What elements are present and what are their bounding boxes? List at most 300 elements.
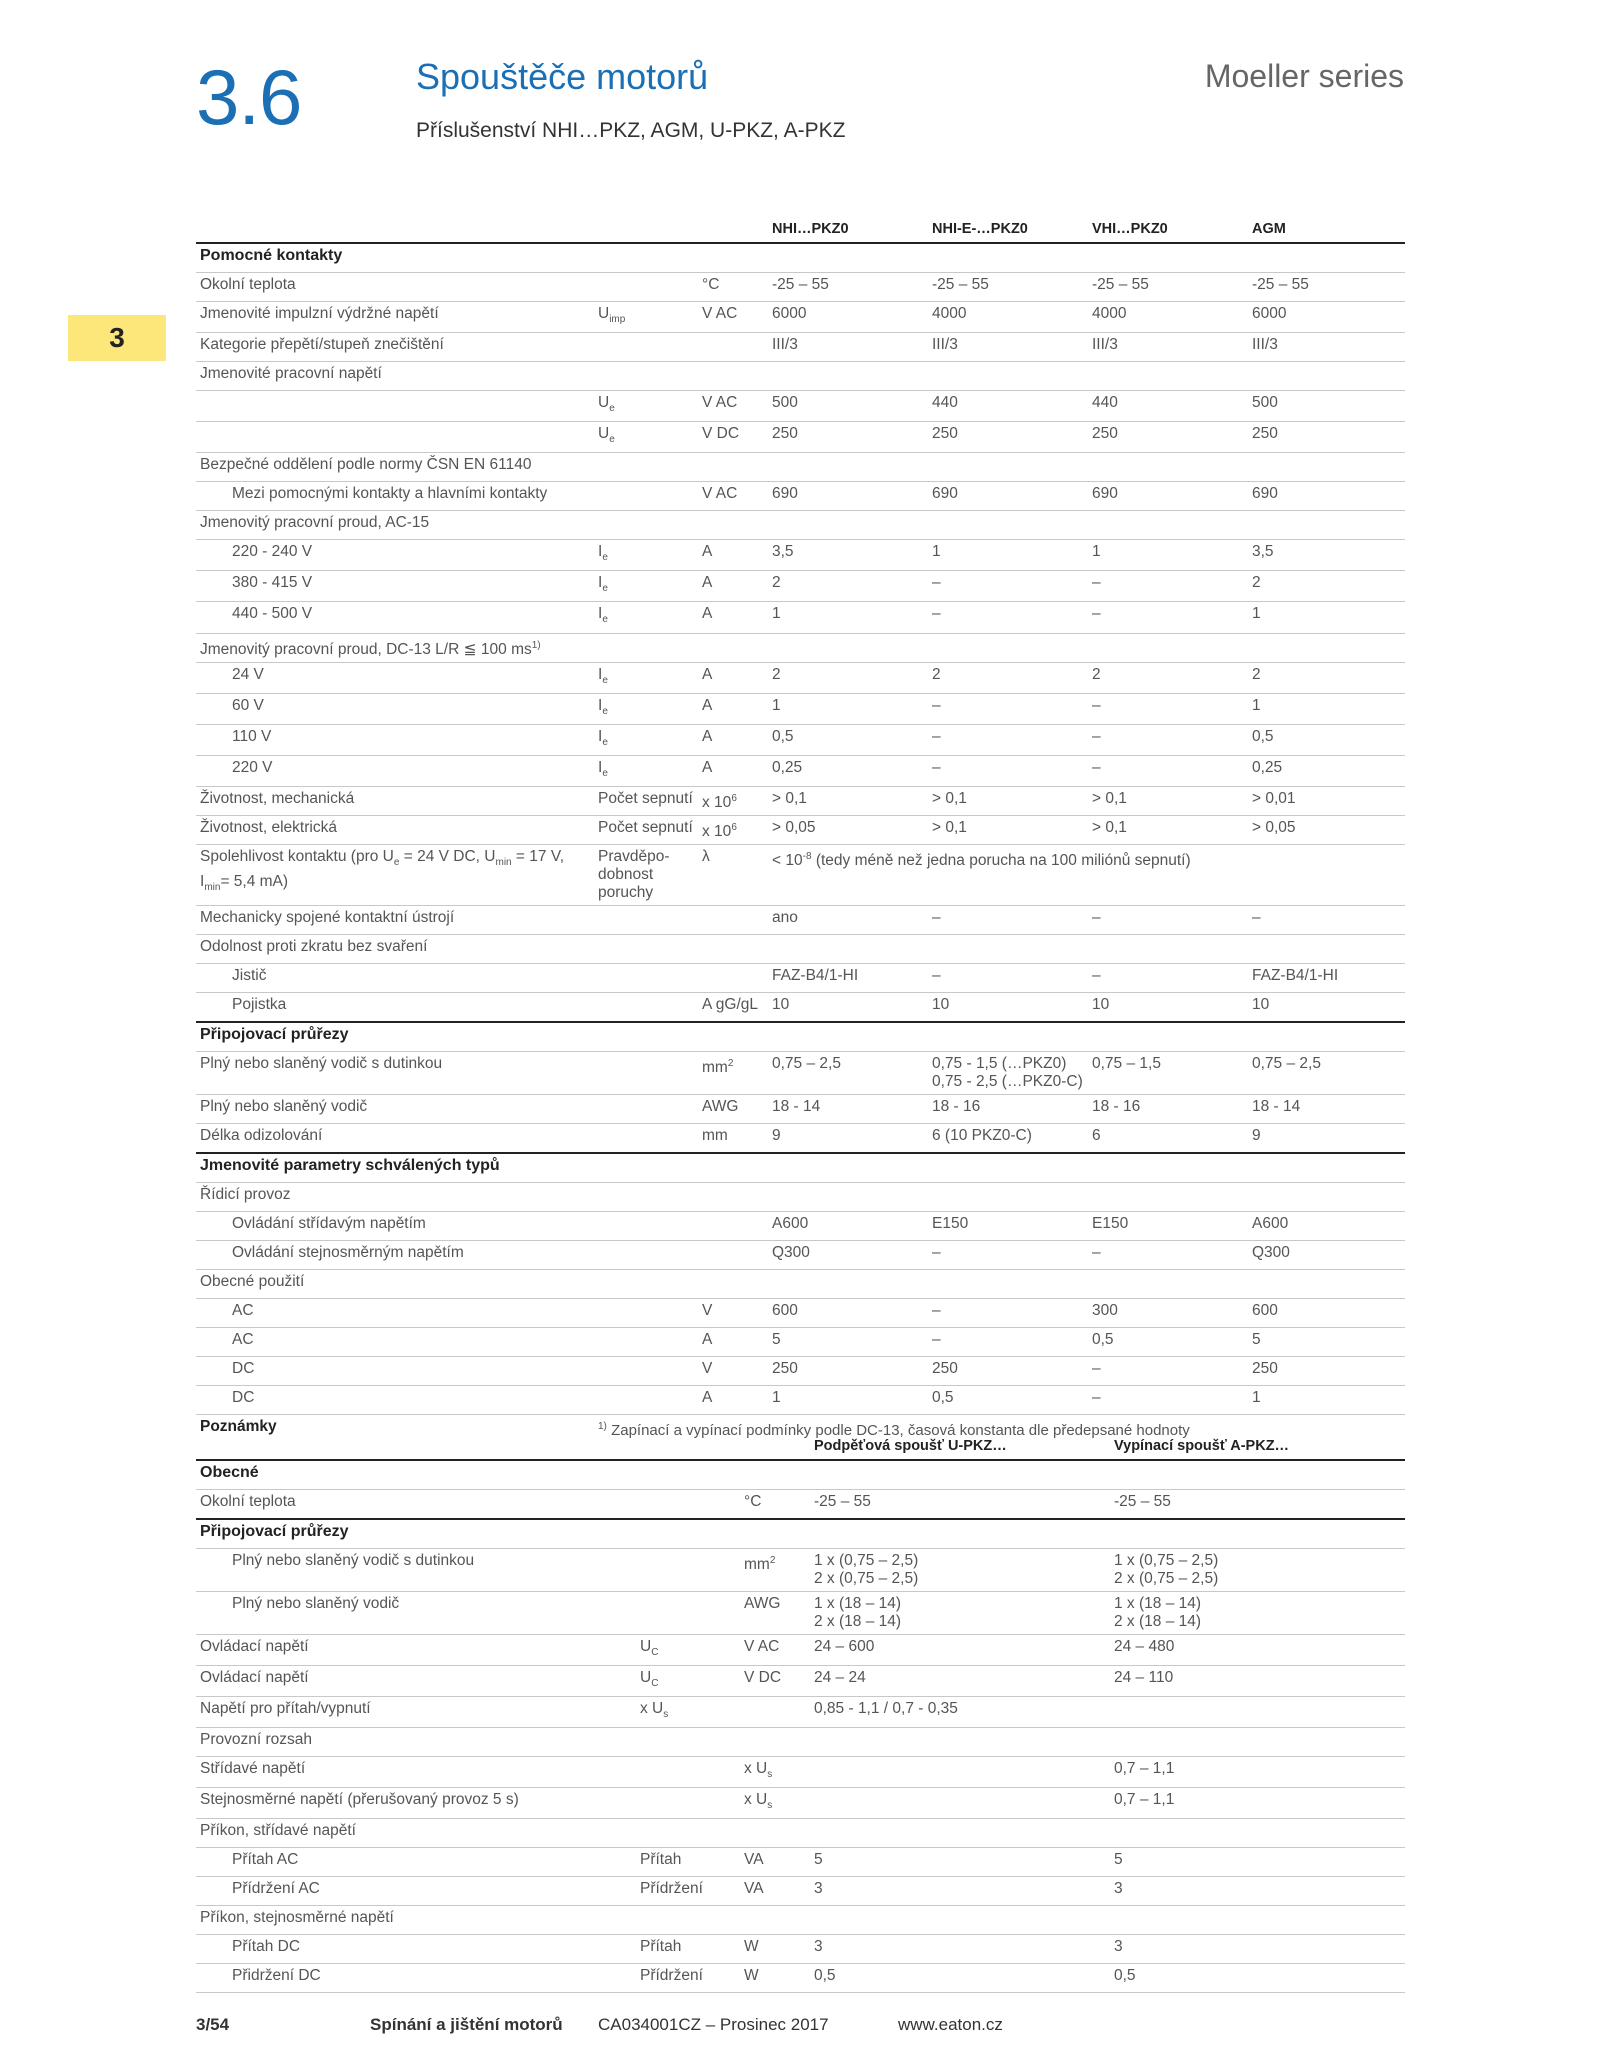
- cell-text: Jmenovité impulzní výdržné napětí: [200, 305, 439, 322]
- row-label: [196, 1241, 594, 1270]
- unit-cell: [698, 906, 768, 935]
- value-cell: Q300: [768, 1241, 928, 1270]
- symbol-cell: [594, 273, 698, 302]
- cell-text: A gG/gL: [702, 996, 759, 1014]
- value-cell: 600: [1248, 1299, 1405, 1328]
- unit-cell: [698, 693, 768, 724]
- cell-text: Mechanicky spojené kontaktní ústrojí: [200, 909, 455, 927]
- table-row: [196, 1788, 1405, 1819]
- row-label: [196, 845, 594, 906]
- value-cell: 250: [928, 1357, 1088, 1386]
- cell-text: AWG: [702, 1098, 739, 1116]
- unit-cell: λ: [698, 845, 768, 906]
- value-cell: –: [928, 1299, 1088, 1328]
- value-cell: [768, 845, 1405, 906]
- value-cell: III/3: [768, 333, 928, 362]
- subscript: e: [602, 768, 608, 780]
- unit-cell: [740, 1906, 810, 1935]
- cell-text: V AC: [702, 485, 738, 503]
- unit-cell: [740, 1788, 810, 1819]
- value-cell: [1110, 1728, 1405, 1757]
- value-cell: E150: [1088, 1212, 1248, 1241]
- cell-text: Provozní rozsah: [200, 1731, 312, 1749]
- table-row: [196, 1299, 1405, 1328]
- value-cell: 300: [1088, 1299, 1248, 1328]
- cell-text: Přídržení AC: [232, 1880, 320, 1898]
- row-label: [196, 906, 594, 935]
- value-cell: 6000: [1248, 302, 1405, 333]
- value-cell: 250: [1248, 1357, 1405, 1386]
- cell-text: I: [598, 605, 603, 623]
- subscript: min: [495, 857, 512, 869]
- symbol-cell: [636, 1788, 740, 1819]
- row-label: [196, 540, 594, 571]
- cell-text: Ovládání stejnosměrným napětím: [232, 1244, 464, 1262]
- symbol-cell: Pravděpo-dobnost poruchy: [594, 845, 698, 906]
- cell-text: Jistič: [232, 967, 267, 985]
- cell-text: U: [598, 425, 610, 443]
- cell-text: 60 V: [232, 696, 264, 714]
- cell-text: Napětí pro přítah/vypnutí: [200, 1700, 371, 1718]
- value-cell: 600: [768, 1299, 928, 1328]
- value-cell: 6 (10 PKZ0-C): [928, 1124, 1088, 1154]
- value-cell: [768, 1183, 928, 1212]
- cell-text: V DC: [744, 1669, 782, 1687]
- value-cell: 1: [768, 1386, 928, 1415]
- value-cell: [1088, 453, 1248, 482]
- unit-cell: [698, 662, 768, 693]
- unit-cell: [740, 1757, 810, 1788]
- symbol-cell: [594, 362, 698, 391]
- value-cell: –: [928, 964, 1088, 993]
- unit-cell: [698, 1052, 768, 1095]
- cell-text: Počet sepnutí: [598, 819, 693, 837]
- symbol-cell: [594, 906, 698, 935]
- cell-text: °C: [744, 1493, 762, 1510]
- superscript: 6: [731, 793, 737, 805]
- subscript: s: [767, 1800, 773, 1812]
- chapter-tab[interactable]: 3: [68, 315, 166, 361]
- unit-cell: [698, 362, 768, 391]
- symbol-cell: [594, 1299, 698, 1328]
- row-label: [196, 1124, 594, 1154]
- table-row: [196, 602, 1405, 633]
- row-label: [196, 302, 594, 333]
- cell-text: Stejnosměrné napětí (přerušovaný provoz 5 s): [200, 1791, 519, 1809]
- symbol-cell: [594, 511, 698, 540]
- cell-text: Plný nebo slaněný vodič: [232, 1595, 400, 1612]
- cell-text: VA: [744, 1851, 764, 1869]
- value-cell: 250: [768, 422, 928, 453]
- value-cell: 690: [1248, 482, 1405, 511]
- value-cell: [1248, 362, 1405, 391]
- value-cell: –: [1088, 724, 1248, 755]
- cell-text: Pojistka: [232, 996, 287, 1014]
- unit-cell: [740, 1697, 810, 1728]
- value-cell: –: [928, 1241, 1088, 1270]
- symbol-cell: [594, 1386, 698, 1415]
- row-label: [196, 964, 594, 993]
- value-cell: 0,75 - 1,5 (…PKZ0) 0,75 - 2,5 (…PKZ0-C): [928, 1052, 1088, 1095]
- value-cell: > 0,1: [1088, 787, 1248, 816]
- value-cell: 2: [768, 571, 928, 602]
- table-row: [196, 391, 1405, 422]
- table-row: [196, 1124, 1405, 1154]
- column-header: NHI…PKZ0: [772, 221, 849, 237]
- cell-text: Obecné použití: [200, 1273, 305, 1291]
- value-cell: 250: [768, 1357, 928, 1386]
- symbol-cell: [594, 756, 698, 787]
- value-cell: -25 – 55: [1110, 1490, 1405, 1520]
- value-cell: 0,25: [1248, 756, 1405, 787]
- unit-cell: [698, 482, 768, 511]
- cell-text: Plný nebo slaněný vodič: [200, 1098, 368, 1116]
- value-cell: [1110, 1819, 1405, 1848]
- unit-cell: [698, 1299, 768, 1328]
- symbol-cell: [594, 1183, 698, 1212]
- value-cell: [810, 1728, 1110, 1757]
- row-label: [196, 1490, 636, 1520]
- symbol-cell: [594, 302, 698, 333]
- cell-text: Řídicí provoz: [200, 1186, 291, 1204]
- unit-cell: [698, 571, 768, 602]
- table-row: [196, 1183, 1405, 1212]
- value-cell: 1: [1248, 602, 1405, 633]
- row-label: [196, 1212, 594, 1241]
- value-cell: > 0,05: [1248, 816, 1405, 845]
- subscript: e: [602, 552, 608, 564]
- row-label: [196, 1666, 636, 1697]
- notes-label: Poznámky: [200, 1418, 277, 1436]
- cell-text: A: [702, 665, 713, 683]
- row-label: [196, 511, 594, 540]
- row-label: [196, 1299, 594, 1328]
- table-header-row: [196, 217, 1405, 243]
- row-label: [196, 1549, 636, 1592]
- cell-text: Příkon, střídavé napětí: [200, 1822, 356, 1840]
- cell-text: V AC: [702, 305, 738, 322]
- cell-text: I: [598, 543, 603, 561]
- symbol-cell: [594, 964, 698, 993]
- row-label: [196, 1935, 636, 1964]
- cell-text: V: [702, 1302, 713, 1320]
- value-cell: –: [1088, 693, 1248, 724]
- value-cell: 500: [1248, 391, 1405, 422]
- symbol-cell: [594, 571, 698, 602]
- symbol-cell: [594, 993, 698, 1023]
- value-cell: 1: [928, 540, 1088, 571]
- value-cell: 3,5: [768, 540, 928, 571]
- value-cell: 250: [928, 422, 1088, 453]
- symbol-cell: [594, 1124, 698, 1154]
- cell-text: VA: [744, 1880, 764, 1898]
- cell-text: mm: [702, 1059, 728, 1077]
- symbol-cell: [594, 1241, 698, 1270]
- value-cell: [1248, 935, 1405, 964]
- unit-cell: [740, 1935, 810, 1964]
- row-label: [196, 1357, 594, 1386]
- value-cell: 10: [928, 993, 1088, 1023]
- value-cell: [810, 1819, 1110, 1848]
- value-cell: [1248, 1183, 1405, 1212]
- subscript: e: [602, 674, 608, 686]
- value-cell: [928, 362, 1088, 391]
- unit-cell: [740, 1666, 810, 1697]
- value-cell: [768, 362, 928, 391]
- value-cell: –: [928, 1328, 1088, 1357]
- symbol-cell: [594, 1357, 698, 1386]
- row-label: [196, 602, 594, 633]
- value-cell: [1248, 511, 1405, 540]
- value-cell: [768, 511, 928, 540]
- value-cell: A600: [1248, 1212, 1405, 1241]
- row-label: [196, 1728, 636, 1757]
- row-label: [196, 422, 594, 453]
- value-cell: 0,7 – 1,1: [1110, 1788, 1405, 1819]
- value-cell: [1088, 362, 1248, 391]
- value-cell: [768, 1270, 928, 1299]
- cell-text: x U: [640, 1700, 664, 1718]
- table-row: [196, 1328, 1405, 1357]
- cell-text: Délka odizolování: [200, 1127, 323, 1145]
- value-cell: > 0,1: [768, 787, 928, 816]
- unit-cell: [740, 1635, 810, 1666]
- table-row: [196, 1757, 1405, 1788]
- cell-text: Ovládací napětí: [200, 1638, 309, 1655]
- cell-text: 380 - 415 V: [232, 574, 313, 592]
- value-cell: –: [1088, 964, 1248, 993]
- cell-text: I: [598, 759, 603, 776]
- superscript: 2: [769, 1555, 776, 1566]
- value-cell: [928, 935, 1088, 964]
- table-row: [196, 511, 1405, 540]
- cell-text: Kategorie přepětí/stupeň znečištění: [200, 336, 444, 354]
- symbol-cell: [594, 693, 698, 724]
- value-cell: 9: [1248, 1124, 1405, 1154]
- cell-text: Plný nebo slaněný vodič s dutinkou: [232, 1552, 475, 1569]
- table-row: [196, 1906, 1405, 1935]
- subscript: e: [393, 857, 400, 869]
- cell-text: Okolní teplota: [200, 1493, 296, 1510]
- table-row: [196, 1490, 1405, 1520]
- value-cell: [1088, 633, 1248, 662]
- cell-text: A: [702, 1389, 713, 1407]
- table-row: [196, 1592, 1405, 1635]
- value-cell: 250: [1248, 422, 1405, 453]
- table-row: [196, 1635, 1405, 1666]
- value-cell: 1 x (0,75 – 2,5) 2 x (0,75 – 2,5): [810, 1549, 1110, 1592]
- row-label: [196, 1183, 594, 1212]
- cell-text: A: [702, 574, 713, 592]
- symbol-cell: [594, 482, 698, 511]
- symbol-cell: [594, 935, 698, 964]
- value-cell: 0,5: [928, 1386, 1088, 1415]
- symbol-cell: [636, 1819, 740, 1848]
- table-row: [196, 787, 1405, 816]
- symbol-cell: [636, 1697, 740, 1728]
- cell-text: A: [702, 759, 713, 776]
- value-cell: [810, 1757, 1110, 1788]
- superscript: 1): [598, 1421, 607, 1433]
- value-cell: Q300: [1248, 1241, 1405, 1270]
- spec-table-auxiliary-contacts: [196, 217, 1405, 1443]
- value-cell: 0,85 - 1,1 / 0,7 - 0,35: [810, 1697, 1110, 1728]
- cell-text: Příkon, stejnosměrné napětí: [200, 1909, 394, 1927]
- value-cell: 24 – 110: [1110, 1666, 1405, 1697]
- value-cell: 5: [810, 1848, 1110, 1877]
- unit-cell: [698, 816, 768, 845]
- cell-text: Plný nebo slaněný vodič s dutinkou: [200, 1055, 443, 1073]
- cell-text: Střídavé napětí: [200, 1760, 306, 1778]
- value-cell: [810, 1788, 1110, 1819]
- subscript: C: [651, 1647, 659, 1659]
- symbol-cell: [594, 1095, 698, 1124]
- cell-text: Přítah AC: [232, 1851, 299, 1869]
- cell-text: I: [598, 727, 603, 745]
- section-title: Obecné: [196, 1460, 1405, 1490]
- row-label: [196, 1906, 636, 1935]
- subscript: e: [602, 705, 608, 717]
- cell-text: 440 - 500 V: [232, 605, 313, 623]
- value-cell: –: [1088, 571, 1248, 602]
- row-label: [196, 756, 594, 787]
- cell-text: Přítah: [640, 1938, 682, 1956]
- cell-text: < 10: [772, 852, 803, 870]
- value-cell: III/3: [1088, 333, 1248, 362]
- value-cell: [1088, 935, 1248, 964]
- unit-cell: [698, 964, 768, 993]
- symbol-cell: [594, 602, 698, 633]
- value-cell: [1088, 511, 1248, 540]
- value-cell: –: [928, 693, 1088, 724]
- column-header: Vypínací spoušť A-PKZ…: [1114, 1438, 1290, 1454]
- column-header: Podpěťová spoušť U-PKZ…: [814, 1438, 1007, 1454]
- unit-cell: [698, 935, 768, 964]
- value-cell: 690: [768, 482, 928, 511]
- value-cell: [768, 633, 928, 662]
- table-row: [196, 302, 1405, 333]
- table-row: [196, 935, 1405, 964]
- cell-text: Přídržení: [640, 1880, 703, 1898]
- value-cell: [1248, 633, 1405, 662]
- value-cell: 0,5: [1088, 1328, 1248, 1357]
- subscript: e: [602, 614, 608, 626]
- cell-text: A: [702, 696, 713, 714]
- row-label: [196, 571, 594, 602]
- cell-text: = 5,4 mA): [220, 872, 289, 890]
- unit-cell: [698, 1124, 768, 1154]
- cell-text: A: [702, 605, 713, 623]
- cell-text: Životnost, mechanická: [200, 790, 355, 808]
- section-row: [196, 1460, 1405, 1490]
- value-cell: –: [928, 906, 1088, 935]
- cell-text: Jmenovitý pracovní proud, DC-13 L/R ≦ 100 ms: [200, 640, 532, 658]
- value-cell: –: [1088, 1386, 1248, 1415]
- table-row: [196, 1549, 1405, 1592]
- table-row: [196, 422, 1405, 453]
- row-label: [196, 1757, 636, 1788]
- table-row: [196, 906, 1405, 935]
- footer-website[interactable]: www.eaton.cz: [898, 2015, 1003, 2034]
- value-cell: 0,7 – 1,1: [1110, 1757, 1405, 1788]
- table-row: [196, 362, 1405, 391]
- value-cell: > 0,01: [1248, 787, 1405, 816]
- unit-cell: [698, 391, 768, 422]
- superscript: 6: [731, 822, 737, 834]
- value-cell: –: [928, 571, 1088, 602]
- cell-text: U: [640, 1669, 652, 1687]
- value-cell: 18 - 16: [1088, 1095, 1248, 1124]
- row-label: [196, 362, 594, 391]
- value-cell: 1: [1248, 693, 1405, 724]
- unit-cell: [740, 1848, 810, 1877]
- row-label: [196, 1848, 636, 1877]
- footer-section: Spínání a jištění motorů: [370, 2015, 563, 2034]
- subscript: s: [663, 1709, 669, 1721]
- value-cell: 0,5: [810, 1964, 1110, 1993]
- row-label: [196, 1386, 594, 1415]
- cell-text: A: [702, 727, 713, 745]
- table-row: [196, 662, 1405, 693]
- subscript: imp: [609, 314, 626, 326]
- cell-text: Odolnost proti zkratu bez svaření: [200, 938, 428, 956]
- value-cell: 2: [1088, 662, 1248, 693]
- superscript: 1): [531, 639, 541, 651]
- cell-text: Jmenovité pracovní napětí: [200, 365, 382, 383]
- row-label: [196, 273, 594, 302]
- value-cell: 2: [928, 662, 1088, 693]
- cell-text: Přítah: [640, 1851, 682, 1869]
- row-label: [196, 1095, 594, 1124]
- value-cell: 4000: [1088, 302, 1248, 333]
- value-cell: 1: [768, 693, 928, 724]
- value-cell: [1248, 1270, 1405, 1299]
- value-cell: [1110, 1697, 1405, 1728]
- cell-text: Okolní teplota: [200, 276, 296, 293]
- symbol-cell: [594, 422, 698, 453]
- value-cell: –: [1248, 906, 1405, 935]
- value-cell: 18 - 14: [1248, 1095, 1405, 1124]
- cell-text: U: [598, 305, 610, 322]
- unit-cell: [698, 633, 768, 662]
- cell-text: DC: [232, 1360, 255, 1378]
- cell-text: x U: [744, 1760, 768, 1778]
- column-header: AGM: [1252, 221, 1286, 237]
- column-header: VHI…PKZ0: [1092, 221, 1168, 237]
- cell-text: A: [702, 1331, 713, 1349]
- table-row: [196, 1728, 1405, 1757]
- unit-cell: [740, 1490, 810, 1520]
- value-cell: 3,5: [1248, 540, 1405, 571]
- symbol-cell: [594, 540, 698, 571]
- page-title: Spouštěče motorů: [416, 56, 709, 97]
- section-title: Připojovací průřezy: [196, 1022, 1405, 1052]
- symbol-cell: [594, 724, 698, 755]
- value-cell: 0,25: [768, 756, 928, 787]
- value-cell: [1110, 1906, 1405, 1935]
- column-header: NHI-E-…PKZ0: [932, 221, 1028, 237]
- cell-text: 24 V: [232, 665, 264, 683]
- value-cell: 18 - 14: [768, 1095, 928, 1124]
- value-cell: 3: [810, 1935, 1110, 1964]
- symbol-cell: [636, 1728, 740, 1757]
- value-cell: –: [928, 602, 1088, 633]
- unit-cell: [698, 453, 768, 482]
- cell-text: Ovládání střídavým napětím: [232, 1215, 426, 1233]
- row-label: [196, 662, 594, 693]
- value-cell: [1088, 1183, 1248, 1212]
- table-row: [196, 1095, 1405, 1124]
